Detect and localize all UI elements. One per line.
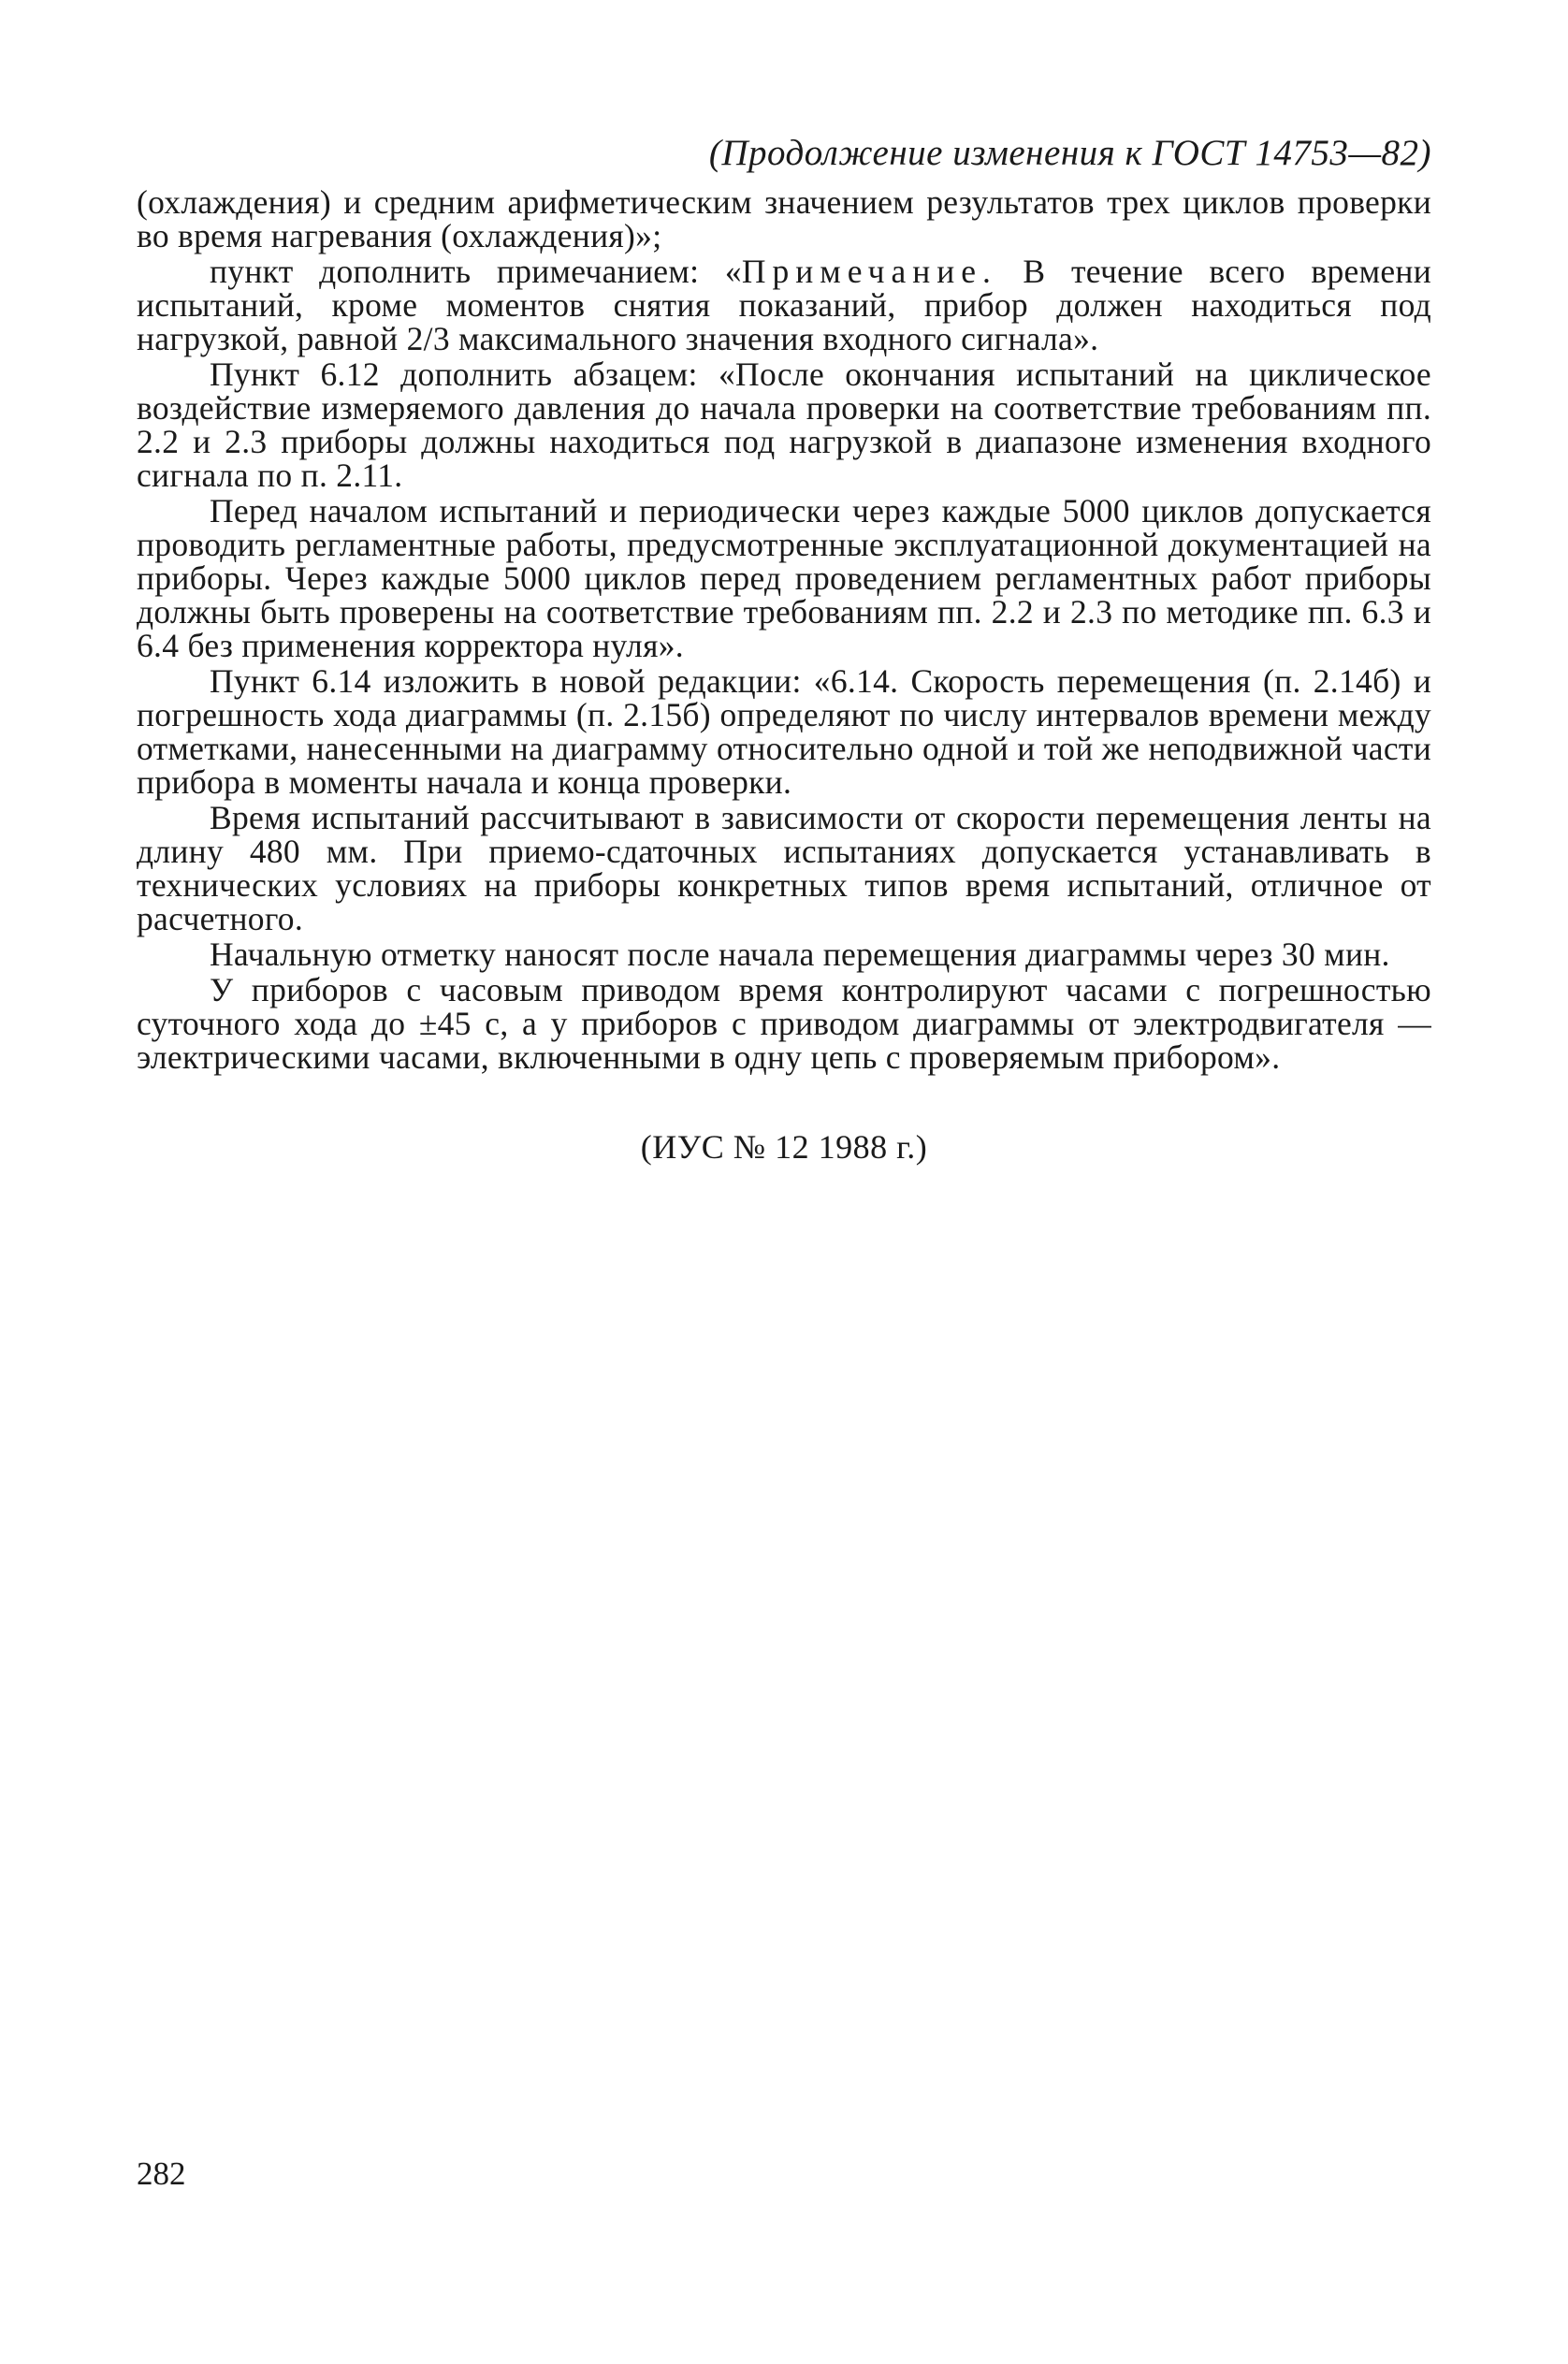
- paragraph-2: [137, 254, 1431, 355]
- paragraph-5: Пункт 6.14 изложить в новой редакции: «6.14. Скорость перемещения (п. 2.14б) и погрешность хода диаграммы (п. 2.15б) определяют по числу интервалов времени между отметками, нанесенными на диаграмму относительно одной и той же неподвижной части прибора в моменты начала и конца проверки.: [137, 662, 1431, 801]
- running-header: (Продолжение изменения к ГОСТ 14753—82): [708, 133, 1431, 173]
- paragraph-1: (охлаждения) и средним арифметическим значением результатов трех циклов проверки во время нагревания (охлаждения)»;: [137, 183, 1431, 254]
- document-body: [137, 185, 1431, 1076]
- paragraph-2-text: В течение всего времени испытаний, кроме моментов снятия показаний, прибор должен находиться под нагрузкой, равной 2/3 максимального значения входного сигнала».: [137, 253, 1431, 357]
- source-note: (ИУС № 12 1988 г.): [640, 1128, 928, 1166]
- paragraph-4: Перед началом испытаний и периодически через каждые 5000 циклов допускается проводить регламентные работы, предусмотренные эксплуатационной документацией на приборы. Через каждые 5000 циклов перед проведением регламентных работ приборы должны быть проверены на соответствие требованиям пп. 2.2 и 2.3 по методике пп. 6.3 и 6.4 без применения корректора нуля».: [137, 492, 1431, 664]
- page-number: 282: [137, 2155, 186, 2192]
- note-label: Примечание.: [741, 253, 997, 290]
- paragraph-7: Начальную отметку наносят после начала перемещения диаграммы через 30 мин.: [210, 935, 1390, 973]
- paragraph-8: У приборов с часовым приводом время контролируют часами с погрешностью суточного хода до ±45 с, а у приборов с приводом диаграммы от электродвигателя — электрическими часами, включенными в одну цепь с проверяемым прибором».: [137, 971, 1431, 1076]
- paragraph-3: Пункт 6.12 дополнить абзацем: «После окончания испытаний на циклическое воздействие измеряемого давления до начала проверки на соответствие требованиям пп. 2.2 и 2.3 приборы должны находиться под нагрузкой в диапазоне изменения входного сигнала по п. 2.11.: [137, 355, 1431, 494]
- paragraph-2-lead: пункт дополнить примечанием: «: [210, 253, 742, 290]
- paragraph-6: Время испытаний рассчитывают в зависимости от скорости перемещения ленты на длину 480 мм. При приемо-сдаточных испытаниях допускается устанавливать в технических условиях на приборы конкретных типов время испытаний, отличное от расчетного.: [137, 799, 1431, 937]
